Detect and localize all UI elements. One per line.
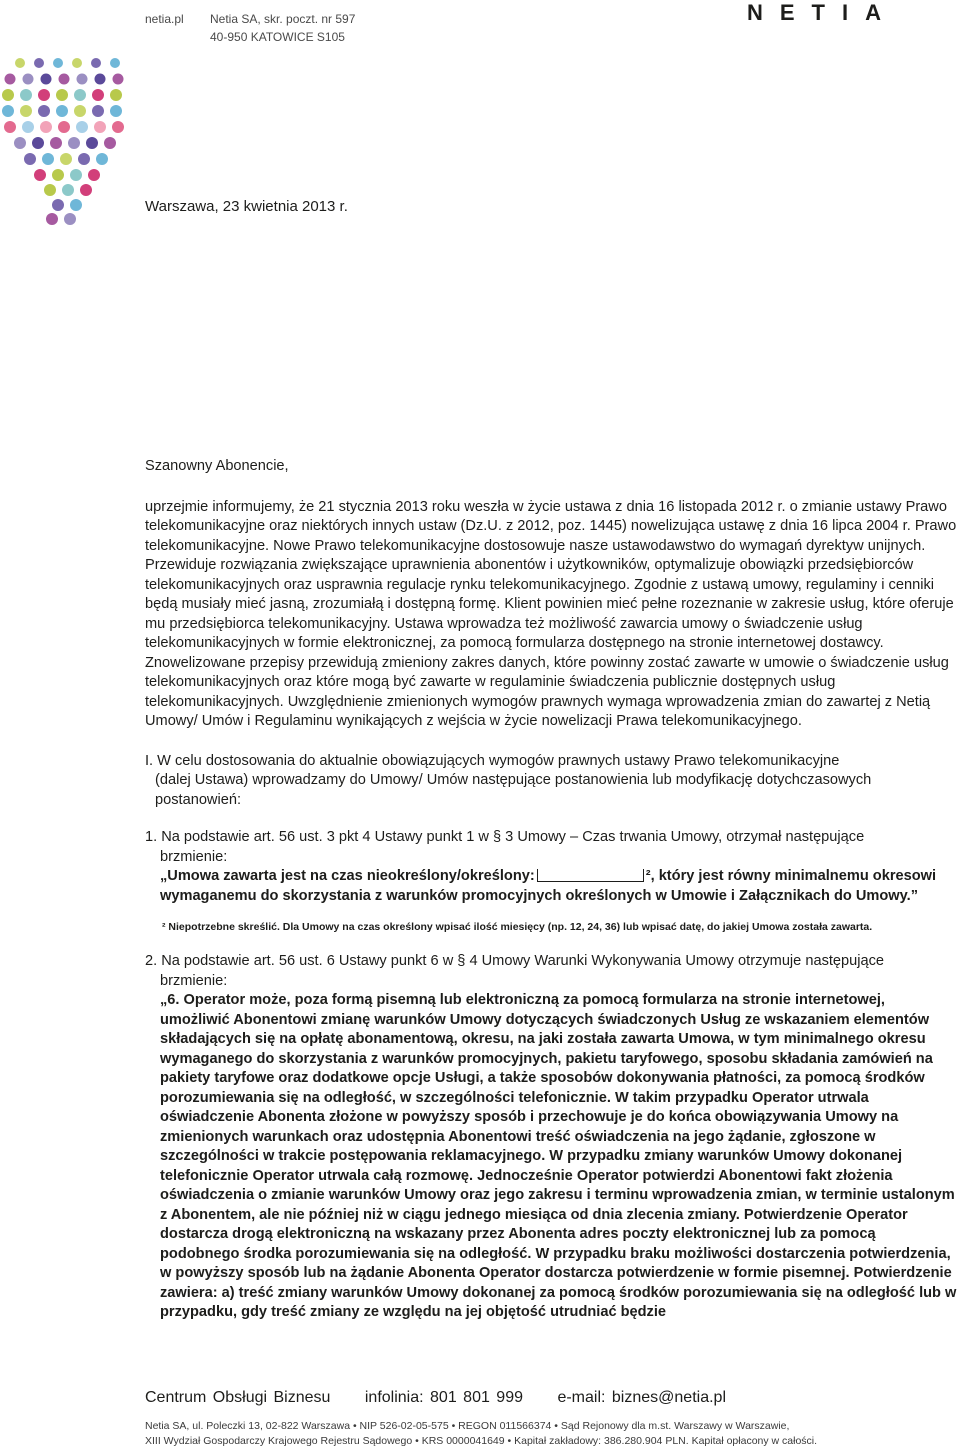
logo-dot <box>46 213 58 225</box>
logo-dot <box>72 58 82 68</box>
logo-dot <box>38 89 50 101</box>
item-1-quote-part-a: „Umowa zawarta jest na czas nieokreślony/określony: <box>160 868 535 884</box>
item-2-quote: „6. Operator może, poza formą pisemną lub elektroniczną za pomocą formularza na stronie internetowej, umożliwić Abonentowi zmianę warunków Umowy dotyczących świadczonych Usług ze wskazaniem elementów składających się na opłatę abonamentową, okresu, na jaki została zawarta Umowa, w tym minimalnego okresu wymaganego do skorzystania z warunków promocyjnych, pakietu taryfowego, sposobu składania zamówień na pakiety taryfowe oraz dodatkowe opcje Usługi, a także sposobów dokonywania płatności, za pomocą środków porozumiewania się na odległość, w szczególności telefonicznie. W takim przypadku Operator utrwala oświadczenie Abonenta złożone w powyższy sposób i przechowuje je do końca obowiązywania Umowy na zmienionych warunkach oraz udostępnia Abonentowi treść oświadczenia na jego żądanie, zgłoszone w szczególności w trakcie postępowania reklamacyjnego. W przypadku zmiany warunków Umowy dokonanej telefonicznie Operator utrwala całą rozmowę. Jednocześnie Operator potwierdzi Abonentowi fakt złożenia oświadczenia o zmianie warunków Umowy oraz jego zakresu i terminu wprowadzenia zmian, w terminie ustalonym z Abonentem, ale nie później niż w ciągu jednego miesiąca od dnia zlecenia zmiany. Potwierdzenie Operator dostarcza drogą elektroniczną na wskazany przez Abonenta adres poczty elektronicznej lub za pomocą podobnego środka porozumiewania się na odległość. W przypadku braku możliwości dostarczenia potwierdzenia, w powyższy sposób lub na żądanie Abonenta Operator dostarcza potwierdzenie w formie pisemnej. Potwierdzenie zawiera: a) treść zmiany warunków Umowy dokonanej za pomocą środków porozumiewania się na odległość lub w przypadku, gdy treść zmiany ze względu na jej objętość utrudniać będzie <box>160 992 957 1320</box>
logo-dot <box>92 105 104 117</box>
footer-legal-line-2: XIII Wydział Gospodarczy Krajowego Rejestru Sądowego • KRS 0000041649 • Kapitał zakładowy: 386.280.904 PLN. Kapitał opłacony w całości. <box>145 1435 818 1447</box>
term-blank-field <box>537 869 644 882</box>
logo-dot <box>95 74 106 85</box>
header-address <box>210 10 355 46</box>
logo-dot <box>24 153 36 165</box>
logo-dot <box>4 121 16 133</box>
logo-dot <box>92 89 104 101</box>
logo-dot <box>70 169 82 181</box>
item-1 <box>145 828 957 934</box>
logo-dot <box>44 184 56 196</box>
logo-dot <box>62 184 74 196</box>
logo-dot <box>94 121 106 133</box>
item-1-heading: 1. Na podstawie art. 56 ust. 3 pkt 4 Ustawy punkt 1 w § 3 Umowy – Czas trwania Umowy, otrzymał następujące <box>145 829 865 845</box>
logo-dot <box>76 121 88 133</box>
logo-dot <box>77 74 88 85</box>
logo-dot <box>86 137 98 149</box>
logo-dot <box>53 58 63 68</box>
netia-dot-tree-logo <box>0 55 140 230</box>
greeting: Szanowny Abonencie, <box>145 458 289 474</box>
footer-legal <box>145 1419 945 1449</box>
logo-dot <box>34 58 44 68</box>
logo-dot <box>15 58 25 68</box>
item-2-brzmienie: brzmienie: <box>160 972 228 989</box>
section-1-continuation: (dalej Ustawa) wprowadzamy do Umowy/ Umów następujące postanowienia lub modyfikację dotychczasowych postanowień: <box>155 772 872 808</box>
item-2 <box>145 952 957 1323</box>
logo-dot <box>58 121 70 133</box>
address-line-1: Netia SA, skr. poczt. nr 597 <box>210 12 356 26</box>
section-1-heading: I. W celu dostosowania do aktualnie obowiązujących wymogów prawnych ustawy Prawo telekomunikacyjne <box>145 752 840 769</box>
logo-dot <box>88 169 100 181</box>
letter-body <box>145 457 957 1323</box>
logo-dot <box>78 153 90 165</box>
logo-dot <box>56 89 68 101</box>
logo-dot <box>80 184 92 196</box>
logo-dot <box>14 137 26 149</box>
logo-dot <box>96 153 108 165</box>
logo-dot <box>2 89 14 101</box>
logo-dot <box>20 89 32 101</box>
logo-dot <box>40 121 52 133</box>
logo-dot <box>41 74 52 85</box>
footer-infolinia: infolinia: 801 801 999 <box>364 1389 523 1406</box>
logo-dot <box>113 74 124 85</box>
logo-dot <box>50 137 62 149</box>
logo-dot <box>91 58 101 68</box>
logo-dot <box>74 89 86 101</box>
item-1-quote-part-b: ², który jest równy minimalnemu okresowi wymaganemu do skorzystania z warunków promocyjnych określonych w Umowie i Załącznikach do Umowy.” <box>160 868 937 904</box>
item-1-brzmienie: brzmienie: <box>160 848 228 865</box>
logo-dot <box>110 58 120 68</box>
footer-email[interactable]: e-mail: biznes@netia.pl <box>557 1389 726 1406</box>
logo-dot <box>74 105 86 117</box>
letter-date: Warszawa, 23 kwietnia 2013 r. <box>145 198 348 215</box>
logo-dot <box>32 137 44 149</box>
footnote-2: ² Niepotrzebne skreślić. Dla Umowy na czas określony wpisać ilość miesięcy (np. 12, 24, 36) lub wpisać datę, do jakiej Umowa została zawarta. <box>162 921 873 933</box>
logo-dot <box>104 137 116 149</box>
logo-dot <box>56 105 68 117</box>
logo-dot <box>64 213 76 225</box>
intro-paragraph: uprzejmie informujemy, że 21 stycznia 2013 roku weszła w życie ustawa z dnia 16 listopada 2012 r. o zmianie ustawy Prawo telekomunikacyjne oraz niektórych innych ustaw (Dz.U. z 2012, poz. 1445) nowelizująca ustawę z dnia 16 lipca 2004 r. Prawo telekomunikacyjne. Nowe Prawo telekomunikacyjne dostosowuje nasze ustawodawstwo do wymagań dyrektyw unijnych. Przewiduje rozwiązania zwiększające uprawnienia abonentów i użytkowników, optymalizuje obowiązki przedsiębiorców telekomunikacyjnych oraz usprawnia regulacje rynku telekomunikacyjnego. Zgodnie z ustawą umowy, regulaminy i cenniki będą musiały mieć jasną, zrozumiałą i dostępną formę. Klient powinien mieć pełne rozeznanie w zakresie usług, które oferuje mu przedsiębiorca telekomunikacyjny. Ustawa wprowadza też możliwość zawarcia umowy o świadczenie usług telekomunikacyjnych w formie elektronicznej, za pomocą formularza dostępnego na stronie internetowej dostawcy. Znowelizowane przepisy przewidują zmieniony zakres danych, które powinny zostać zawarte w umowie o świadczenie usług telekomunikacyjnych oraz które mogą być zawarte w regulaminie świadczenia publicznie dostępnych usług telekomunikacyjnych. Uwzględnienie zmienionych wymogów prawnych wymaga wprowadzenia zmian do zawartej z Netią Umowy/ Umów i Regulaminu wynikających z wejścia w życie nowelizacji Prawa telekomunikacyjnego. <box>145 498 957 729</box>
logo-dot <box>5 74 16 85</box>
footer-contact <box>145 1389 754 1407</box>
item-2-heading: 2. Na podstawie art. 56 ust. 6 Ustawy punkt 6 w § 4 Umowy Warunki Wykonywania Umowy otrzymuje następujące <box>145 953 885 969</box>
logo-dot <box>112 121 124 133</box>
logo-dot <box>59 74 70 85</box>
logo-dot <box>2 105 14 117</box>
item-1-quote <box>160 867 957 906</box>
logo-dot <box>110 89 122 101</box>
logo-dot <box>52 199 64 211</box>
address-line-2: 40-950 KATOWICE S105 <box>210 30 345 44</box>
header-site-link[interactable]: netia.pl <box>145 12 184 26</box>
logo-dot <box>38 105 50 117</box>
netia-logo-wordmark: NETIA <box>747 0 898 25</box>
logo-dot <box>22 121 34 133</box>
logo-dot <box>20 105 32 117</box>
footer-center-name: Centrum Obsługi Biznesu <box>145 1389 331 1406</box>
footer-legal-line-1: Netia SA, ul. Poleczki 13, 02-822 Warszawa • NIP 526-02-05-575 • REGON 011566374 • Sąd Rejonowy dla m.st. Warszawy w Warszawie, <box>145 1420 790 1432</box>
logo-dot <box>52 169 64 181</box>
logo-dot <box>34 169 46 181</box>
logo-dot <box>23 74 34 85</box>
section-1 <box>145 752 957 811</box>
logo-dot <box>110 105 122 117</box>
logo-dot <box>42 153 54 165</box>
logo-dot <box>60 153 72 165</box>
logo-dot <box>68 137 80 149</box>
logo-dot <box>70 199 82 211</box>
